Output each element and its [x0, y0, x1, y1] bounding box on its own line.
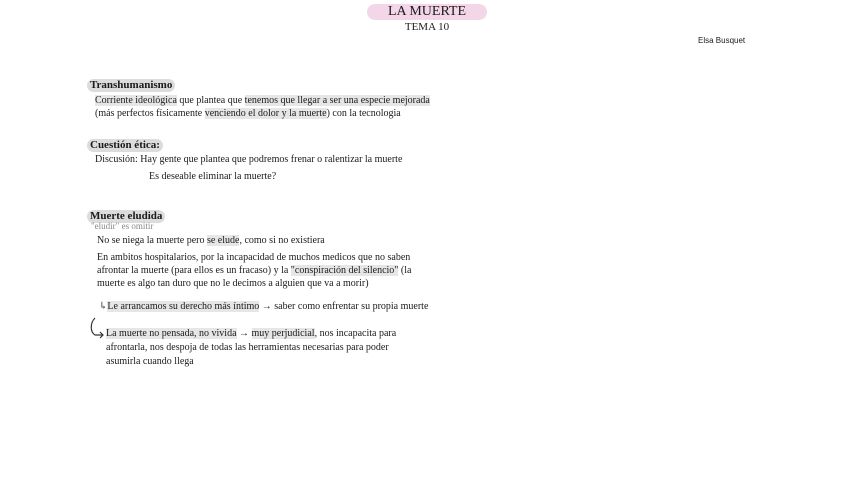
- text-run: →: [236, 328, 252, 339]
- eludir-note: "eludir" es omitir: [91, 221, 154, 231]
- section-heading-transhumanismo: Transhumanismo: [87, 79, 175, 92]
- transhumanismo-line-1: [95, 94, 430, 107]
- highlight-text: Corriente ideológica: [95, 95, 177, 106]
- etica-line-2: Es deseable eliminar la muerte?: [149, 171, 277, 182]
- eludida-line-5: [99, 300, 428, 313]
- eludida-line-2: En ambitos hospitalarios, por la incapacidad de muchos medicos que no saben: [97, 252, 411, 263]
- text-run: (más perfectos físicamente: [95, 108, 205, 119]
- page-title: LA MUERTE: [367, 4, 487, 20]
- highlight-text: "conspiración del silencio": [290, 265, 399, 276]
- highlight-text: muy perjudicial: [251, 328, 315, 339]
- transhumanismo-line-2: [95, 107, 401, 120]
- text-run: ) con la tecnologia: [326, 108, 401, 119]
- page-subtitle: TEMA 10: [404, 21, 450, 33]
- eludida-line-4: muerte es algo tan duro que no le decimos a alguien que va a morir): [97, 278, 369, 289]
- text-run: No se niega la muerte pero: [97, 235, 207, 246]
- etica-line-1: Discusión: Hay gente que plantea que podremos frenar o ralentizar la muerte: [95, 154, 403, 165]
- highlight-text: venciendo el dolor y la muerte: [204, 108, 327, 119]
- arrow-icon: ↳: [99, 301, 108, 312]
- hook-arrow-icon: [89, 316, 107, 345]
- eludida-line-8: asumirla cuando llega: [106, 356, 194, 367]
- text-run: afrontar la muerte (para ellos es un fracaso) y la: [97, 265, 291, 276]
- text-run: , nos incapacita para: [314, 328, 397, 339]
- highlight-text: tenemos que llegar a ser una especie mejorada: [244, 95, 430, 106]
- eludida-line-1: [97, 234, 325, 247]
- eludida-line-3: [97, 264, 411, 277]
- highlight-text: se elude: [206, 235, 240, 246]
- section-heading-cuestion-etica: Cuestión ética:: [87, 139, 163, 152]
- section-heading-muerte-eludida: Muerte eludida: [87, 210, 165, 223]
- eludida-line-6: [106, 327, 396, 340]
- highlight-text: La muerte no pensada, no vivida: [106, 328, 237, 339]
- eludida-line-7: afrontarla, nos despoja de todas las herramientas necesarias para poder: [106, 342, 389, 353]
- text-run: , como si no existiera: [239, 235, 325, 246]
- highlight-text: Le arrancamos su derecho más íntimo: [107, 301, 260, 312]
- author-name: Elsa Busquet: [698, 36, 746, 45]
- text-run: que plantea que: [176, 95, 245, 106]
- text-run: (la: [398, 265, 412, 276]
- text-run: → saber como enfrentar su propia muerte: [259, 301, 429, 312]
